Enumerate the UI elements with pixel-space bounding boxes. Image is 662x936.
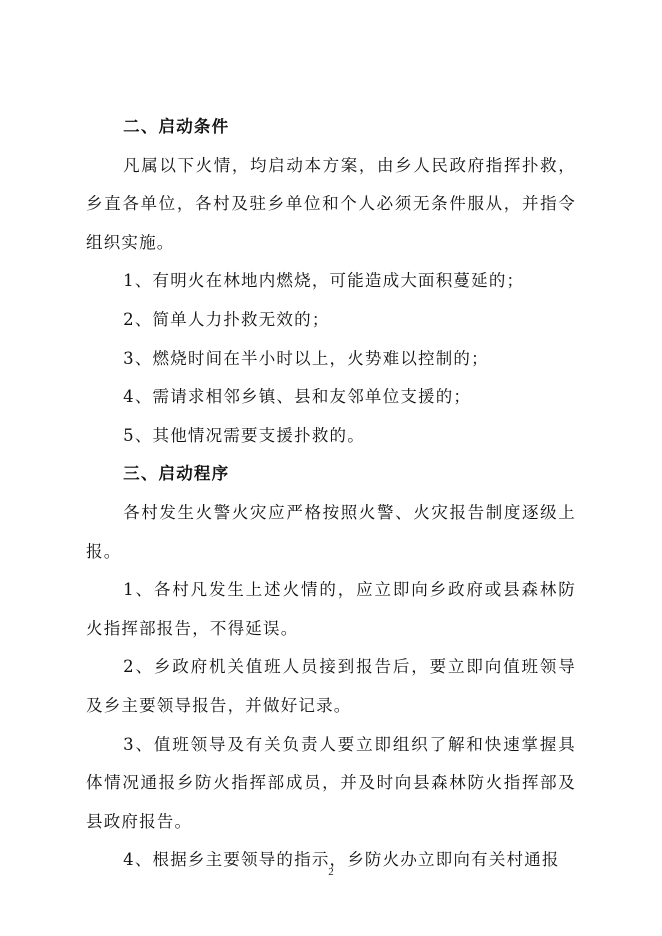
section-heading-start-procedure: 三、启动程序: [123, 464, 230, 484]
list-item: 4、根据乡主要领导的指示，乡防火办立即向有关村通报: [123, 850, 560, 870]
list-item: 1、有明火在林地内燃烧，可能造成大面积蔓延的；: [123, 271, 525, 291]
paragraph: 凡属以下火情，均启动本方案，由乡人民政府指挥扑救，乡直各单位，各村及驻乡单位和个人必须无条件服从，并指令组织实施。: [86, 155, 576, 252]
list-item: 2、简单人力扑救无效的；: [123, 309, 330, 329]
paragraph: 各村发生火警火灾应严格按照火警、火灾报告制度逐级上报。: [86, 502, 576, 561]
list-item: 4、需请求相邻乡镇、县和友邻单位支援的；: [123, 387, 472, 407]
page-number: 2: [328, 866, 334, 878]
document-body: [86, 108, 576, 880]
list-item: 5、其他情况需要支援扑救的。: [123, 425, 365, 445]
list-item: 2、乡政府机关值班人员接到报告后，要立即向值班领导及乡主要领导报告，并做好记录。: [86, 657, 576, 715]
list-item: 1、各村凡发生上述火情的，应立即向乡政府或县森林防火指挥部报告，不得延误。: [86, 580, 576, 638]
list-item: 3、燃烧时间在半小时以上，火势难以控制的；: [123, 348, 489, 368]
list-item: 3、值班领导及有关负责人要立即组织了解和快速掌握具体情况通报乡防火指挥部成员，并及时向县森林防火指挥部及县政府报告。: [86, 734, 576, 831]
section-heading-start-conditions: 二、启动条件: [123, 117, 230, 136]
